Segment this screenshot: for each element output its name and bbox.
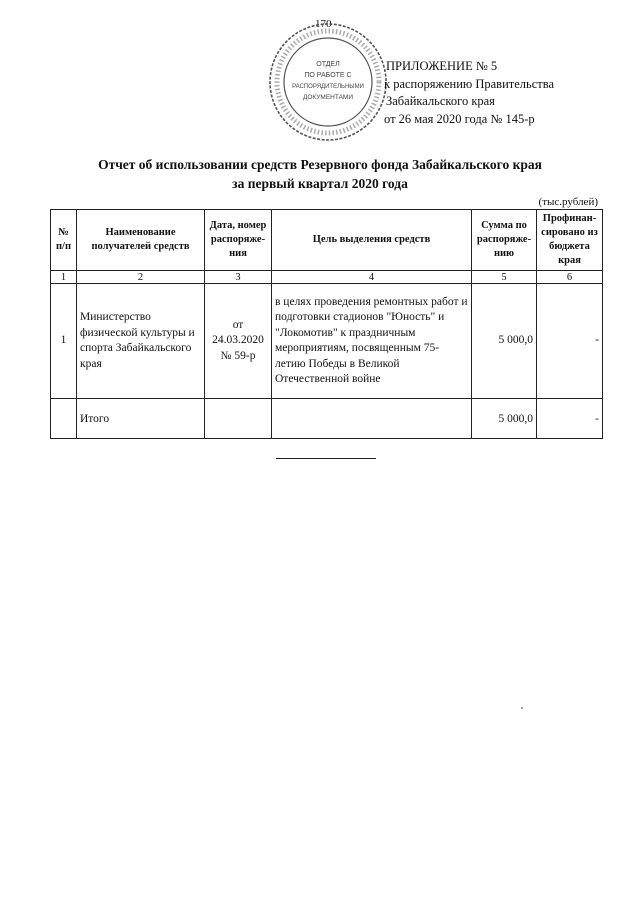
stamp-line-2: ПО РАБОТЕ С <box>304 72 352 79</box>
row-recipient: Министерство физической культуры и спорта Забайкальского края <box>77 284 205 399</box>
row-num: 1 <box>51 284 77 399</box>
appendix-block <box>384 58 554 128</box>
table-header-row <box>51 210 603 271</box>
stamp-line-1: ОТДЕЛ <box>316 61 340 68</box>
column-number: 5 <box>472 271 537 284</box>
table-row <box>51 284 603 399</box>
end-separator-line <box>276 458 376 459</box>
appendix-region: Забайкальского края <box>386 94 495 108</box>
column-number: 4 <box>272 271 472 284</box>
appendix-date: от 26 мая 2020 года № 145-р <box>384 111 535 126</box>
appendix-title: ПРИЛОЖЕНИЕ № 5 <box>386 59 498 73</box>
total-date-cell <box>205 399 272 439</box>
total-num-cell <box>51 399 77 439</box>
header-recipient: Наименование получателей средств <box>77 210 205 271</box>
scan-speck <box>521 707 523 709</box>
column-number: 6 <box>537 271 603 284</box>
header-date-number: Дата, номер распоряже-ния <box>205 210 272 271</box>
report-table <box>50 209 603 439</box>
official-round-stamp <box>266 20 390 144</box>
column-number: 2 <box>77 271 205 284</box>
total-funded: - <box>537 399 603 439</box>
units-label: (тыс.рублей) <box>538 196 598 208</box>
appendix-reference: к распоряжению Правительства <box>384 76 555 91</box>
row-funded: - <box>537 284 603 399</box>
stamp-line-4: ДОКУМЕНТАМИ <box>302 94 354 101</box>
header-purpose: Цель выделения средств <box>272 210 472 271</box>
header-num: № п/п <box>51 210 77 271</box>
total-amount: 5 000,0 <box>472 399 537 439</box>
header-funded: Профинан-сировано из бюджета края <box>537 210 603 271</box>
column-number: 3 <box>205 271 272 284</box>
row-amount: 5 000,0 <box>472 284 537 399</box>
stamp-line-3: РАСПОРЯДИТЕЛЬНЫМИ <box>292 84 364 90</box>
total-purpose-cell <box>272 399 472 439</box>
header-amount: Сумма по распоряже-нию <box>472 210 537 271</box>
report-period: за первый квартал 2020 года <box>232 176 408 191</box>
column-number-row <box>51 271 603 284</box>
column-number: 1 <box>51 271 77 284</box>
page-number: 170 <box>315 18 332 30</box>
report-title: Отчет об использовании средств Резервного фонда Забайкальского края <box>98 157 542 172</box>
total-row <box>51 399 603 439</box>
total-label: Итого <box>77 399 205 439</box>
row-purpose: в целях проведения ремонтных работ и подготовки стадионов "Юность" и "Локомотив" к праздничным мероприятиям, посвященным 75-летию Победы в Великой Отечественной войне <box>272 284 472 399</box>
row-date-number: от 24.03.2020 № 59-р <box>205 284 272 399</box>
